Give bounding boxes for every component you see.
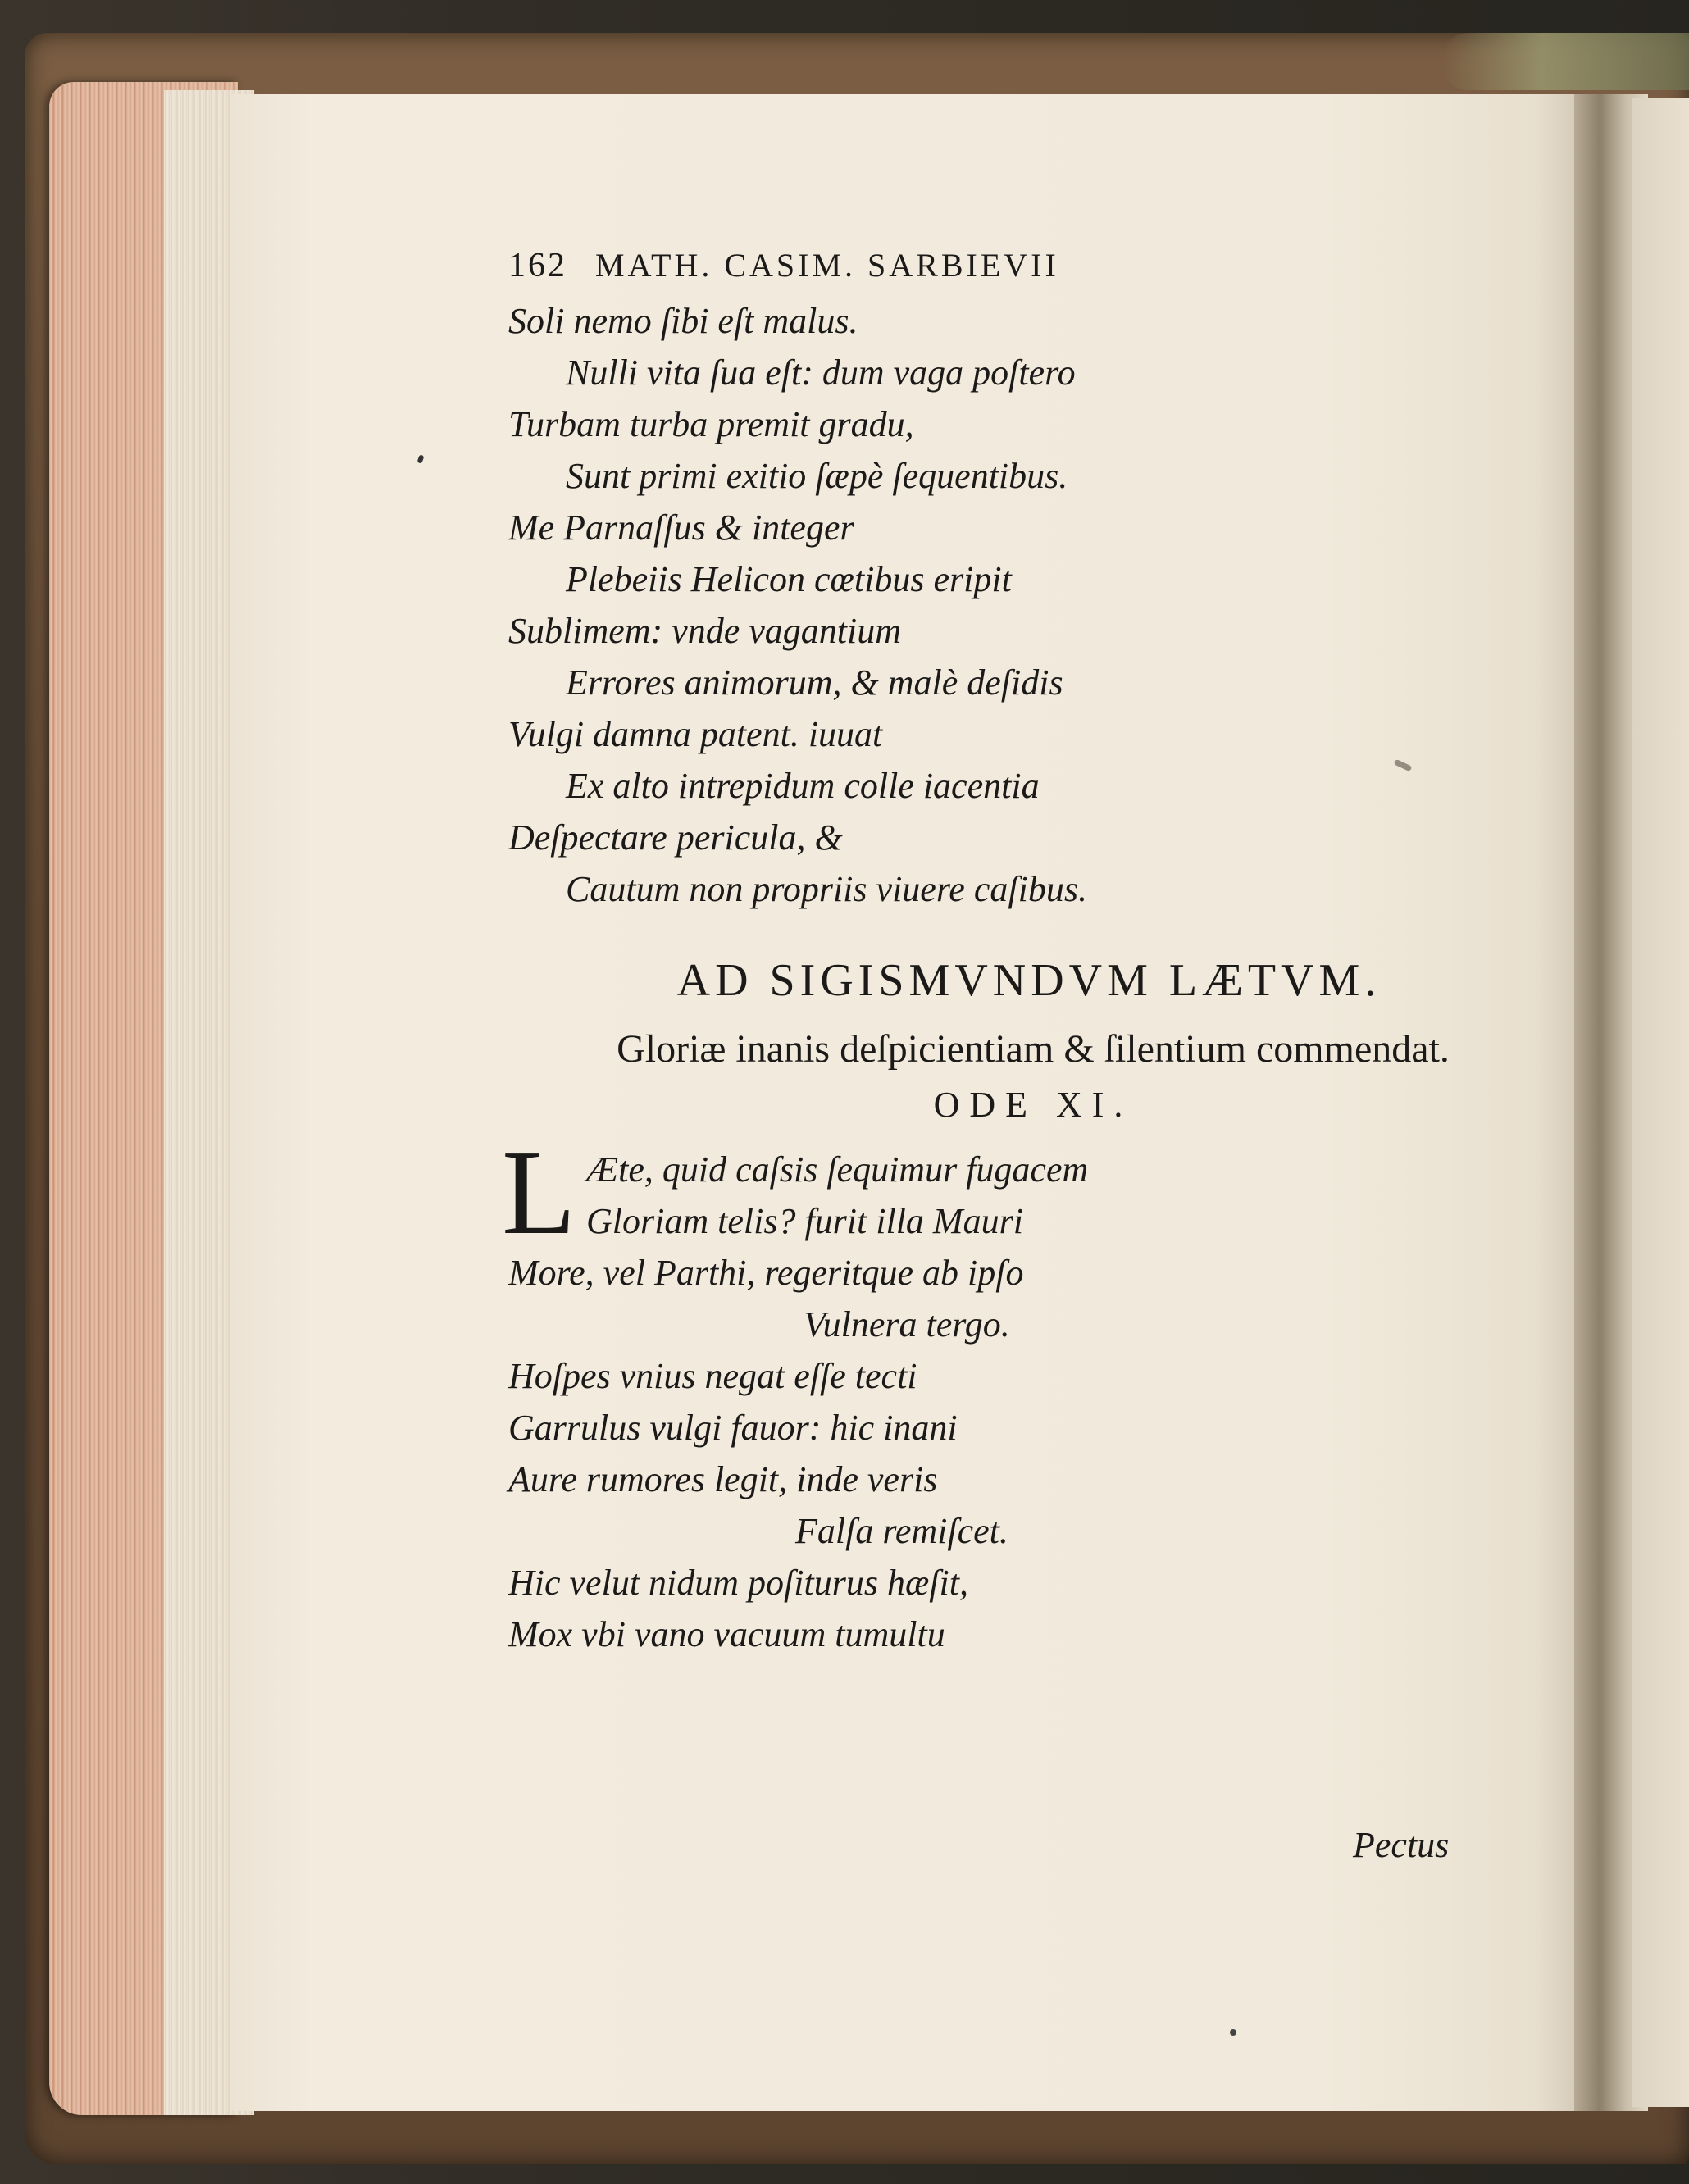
ode-number: ODE XI.: [933, 1085, 1133, 1125]
verse-line: Æte, quid caſsis ſequimur fugacem: [586, 1149, 1089, 1190]
verse-line: Mox vbi vano vacuum tumultu: [508, 1614, 945, 1654]
verse-line: Garrulus vulgi fauor: hic inani: [508, 1408, 958, 1448]
verse-line: More, vel Parthi, regeritque ab ipſo: [508, 1253, 1024, 1293]
page-text: [502, 246, 1492, 1660]
verse-line: Soli nemo ſibi eſt malus.: [508, 301, 858, 341]
verse-line: Falſa remiſcet.: [795, 1511, 1008, 1551]
verse-line: Turbam turba premit gradu,: [508, 404, 914, 444]
verse-block-top: [508, 295, 1492, 915]
page-number: 162: [508, 247, 567, 284]
verse-line: Deſpectare pericula, &: [508, 817, 843, 858]
verse-line: Me Parnaſſus & integer: [508, 507, 854, 548]
verse-line: Plebeiis Helicon cœtibus eripit: [566, 559, 1012, 599]
verse-line: Cautum non propriis viuere caſibus.: [566, 869, 1087, 909]
facing-page-edge: [1632, 98, 1689, 2107]
ribbon-bookmark: [1443, 33, 1689, 90]
verse-line: Hoſpes vnius negat eſſe tecti: [508, 1356, 917, 1396]
verse-line: Nulli vita ſua eſt: dum vaga poſtero: [566, 353, 1076, 393]
verse-line: Aure rumores legit, inde veris: [508, 1459, 938, 1499]
verse-line: Sunt primi exitio ſæpè ſequentibus.: [566, 456, 1068, 496]
ode-title: AD SIGISMVNDVM LÆTVM.: [676, 955, 1382, 1006]
verse-line: Hic velut nidum poſiturus hæſit,: [508, 1563, 968, 1603]
verse-line: Vulnera tergo.: [804, 1304, 1010, 1345]
catchword: Pectus: [1353, 1825, 1450, 1865]
paper-speck: [1230, 2029, 1236, 2036]
ode-body: [502, 1126, 1492, 1660]
verse-line: Gloriam telis? furit illa Mauri: [586, 1201, 1023, 1241]
verse-line: Sublimem: vnde vagantium: [508, 611, 901, 651]
ode-argument: Gloriæ inanis deſpicientiam & ſilentium commendat.: [617, 1027, 1450, 1071]
verse-line: Vulgi damna patent. iuuat: [508, 714, 883, 754]
verse-line: Errores animorum, & malè deſidis: [566, 662, 1063, 703]
verse-line: Ex alto intrepidum colle iacentia: [566, 766, 1040, 806]
drop-cap: L: [502, 1126, 576, 1260]
page-header: [508, 246, 1492, 295]
running-title: MATH. CASIM. SARBIEVII: [595, 247, 1059, 284]
